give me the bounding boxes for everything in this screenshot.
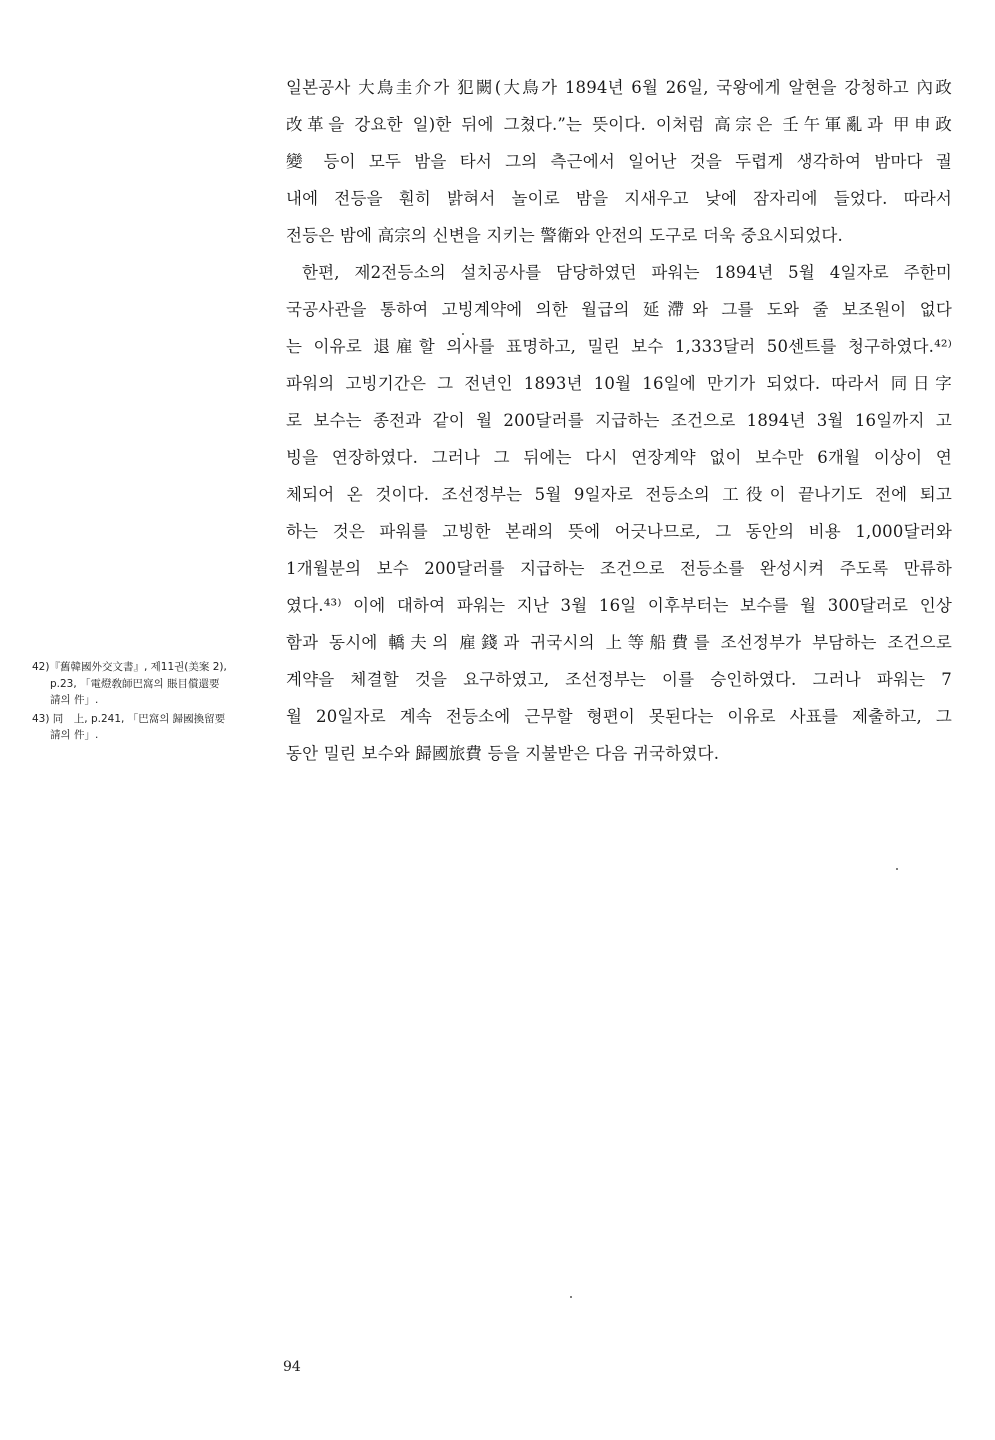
footnote-line: 42)『舊韓國外交文書』, 제11권(美案 2),	[32, 661, 227, 673]
body-line: 체되어 온 것이다. 조선정부는 5월 9일자로 전등소의 工役이 끝나기도 전에 퇴고	[286, 485, 952, 504]
body-line: 1개월분의 보수 200달러를 지급하는 조건으로 전등소를 완성시켜 주도록 만류하	[286, 559, 952, 578]
body-line: 로 보수는 종전과 같이 월 200달러를 지급하는 조건으로 1894년 3월 16일까지 고	[286, 411, 952, 430]
body-line: 파워의 고빙기간은 그 전년인 1893년 10월 16일에 만기가 되었다. 따라서 同日字	[286, 374, 952, 393]
scan-speck	[462, 333, 464, 335]
page-number: 94	[283, 1359, 301, 1375]
body-line: 월 20일자로 계속 전등소에 근무할 형편이 못된다는 이유로 사표를 제출하고, 그	[286, 707, 952, 726]
body-line: 계약을 체결할 것을 요구하였고, 조선정부는 이를 승인하였다. 그러나 파워는 7	[286, 670, 952, 689]
body-line: 는 이유로 退雇할 의사를 표명하고, 밀린 보수 1,333달러 50센트를 청구하였다.⁴²⁾	[286, 337, 952, 356]
body-line: 改革을 강요한 일)한 뒤에 그쳤다.”는 뜻이다. 이처럼 高宗은 壬午軍亂과 甲申政	[286, 115, 952, 134]
scan-speck	[570, 1296, 572, 1298]
body-line: 전등은 밤에 高宗의 신변을 지키는 警衛와 안전의 도구로 더욱 중요시되었다.	[286, 226, 844, 245]
body-line: 하는 것은 파워를 고빙한 본래의 뜻에 어긋나므로, 그 동안의 비용 1,000달러와	[286, 522, 952, 541]
body-line: 變 등이 모두 밤을 타서 그의 측근에서 일어난 것을 두렵게 생각하여 밤마다 궐	[286, 152, 952, 171]
body-text	[286, 78, 952, 781]
footnote-42	[32, 659, 272, 709]
body-line: 한편, 제2전등소의 설치공사를 담당하였던 파워는 1894년 5월 4일자로 주한미	[302, 263, 952, 282]
footnote-line: 請의 件」.	[50, 729, 99, 741]
footnote-line: 43) 同 上, p.241, 「巴窩의 歸國換留要	[32, 712, 226, 725]
footnote-line: p.23, 「電燈敎師巴窩의 賬目償還要	[50, 677, 220, 690]
body-line: 였다.⁴³⁾ 이에 대하여 파워는 지난 3월 16일 이후부터는 보수를 월 300달러로 인상	[286, 596, 952, 615]
body-line: 함과 동시에 轎夫의 雇錢과 귀국시의 上等船費를 조선정부가 부담하는 조건으로	[286, 633, 952, 652]
body-line: 국공사관을 통하여 고빙계약에 의한 월급의 延滯와 그를 도와 줄 보조원이 없다	[286, 300, 952, 319]
footnote-line: 請의 件」.	[50, 694, 99, 706]
footnote-43	[32, 711, 272, 744]
body-line: 빙을 연장하였다. 그러나 그 뒤에는 다시 연장계약 없이 보수만 6개월 이상이 연	[286, 448, 952, 467]
body-line: 일본공사 大鳥圭介가 犯闕(大鳥가 1894년 6월 26일, 국왕에게 알현을 강청하고 內政	[286, 78, 952, 97]
footnotes	[32, 659, 272, 746]
body-line: 내에 전등을 훤히 밝혀서 놀이로 밤을 지새우고 낮에 잠자리에 들었다. 따라서	[286, 189, 952, 208]
scan-speck	[896, 868, 898, 870]
body-line: 동안 밀린 보수와 歸國旅費 등을 지불받은 다음 귀국하였다.	[286, 744, 720, 763]
